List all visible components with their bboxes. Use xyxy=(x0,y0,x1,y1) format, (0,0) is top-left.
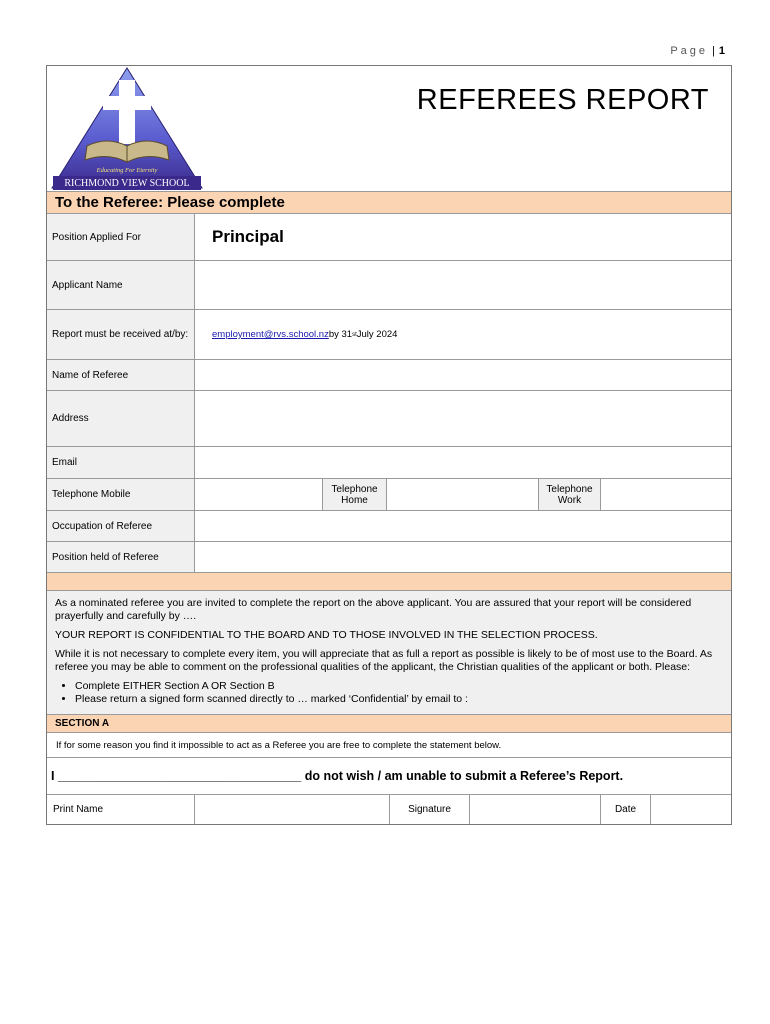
signature-input[interactable] xyxy=(469,795,600,824)
signature-row xyxy=(47,794,731,824)
page-number: 1 xyxy=(718,45,725,57)
applicant-input[interactable] xyxy=(194,261,731,309)
applicant-label: Applicant Name xyxy=(47,261,194,309)
home-input[interactable] xyxy=(386,479,538,510)
position-label: Position Applied For xyxy=(47,214,194,260)
work-label: Telephone Work xyxy=(538,479,600,510)
occupation-row xyxy=(47,510,731,541)
instructions-paragraph-1: As a nominated referee you are invited to complete the report on the above applicant. You are assured that your report will be considered prayerfully and carefully by …. xyxy=(55,597,692,622)
print-name-input[interactable] xyxy=(194,795,389,824)
report-due-value xyxy=(194,310,731,359)
date-input[interactable] xyxy=(650,795,731,824)
school-logo-graphic xyxy=(47,66,207,191)
instructions-block xyxy=(47,591,731,714)
page-title: REFEREES REPORT xyxy=(416,84,709,116)
instructions-bullet: • Please return a signed form scanned directly to … marked ‘Confidential’ by email to : xyxy=(75,693,723,706)
work-input[interactable] xyxy=(600,479,731,510)
logo-motto: Educating For Eternity xyxy=(96,167,158,174)
report-due-label: Report must be received at/by: xyxy=(47,310,194,359)
header-row xyxy=(47,66,731,191)
referee-form xyxy=(46,65,732,825)
instructions-paragraph-2: YOUR REPORT IS CONFIDENTIAL TO THE BOARD AND TO THOSE INVOLVED IN THE SELECTION PROCESS. xyxy=(55,629,598,641)
address-label: Address xyxy=(47,391,194,446)
title-area xyxy=(207,66,731,191)
page-word: Page xyxy=(670,45,709,57)
declaration-row xyxy=(47,757,731,794)
date-label: Date xyxy=(600,795,650,824)
position-held-label: Position held of Referee xyxy=(47,542,194,572)
section-a-note-row xyxy=(47,732,731,757)
telephone-row xyxy=(47,478,731,510)
section-a-heading: SECTION A xyxy=(47,715,731,732)
logo-school-name: RICHMOND VIEW SCHOOL xyxy=(64,178,190,189)
instructions-row xyxy=(47,590,731,714)
page-number-header: Page | 1 xyxy=(670,45,725,57)
email-row xyxy=(47,446,731,478)
section-a-heading-row xyxy=(47,714,731,732)
referee-name-input[interactable] xyxy=(194,360,731,390)
occupation-input[interactable] xyxy=(194,511,731,541)
section-a-note: If for some reason you find it impossible to act as a Referee you are free to complete the statement below. xyxy=(56,739,502,751)
position-value[interactable]: Principal xyxy=(194,214,731,260)
email-input[interactable] xyxy=(194,447,731,478)
school-logo xyxy=(47,66,207,191)
address-row xyxy=(47,390,731,446)
instructions-list xyxy=(55,680,723,706)
mobile-input[interactable] xyxy=(194,479,322,510)
position-held-input[interactable] xyxy=(194,542,731,572)
mobile-label: Telephone Mobile xyxy=(47,479,194,510)
position-row xyxy=(47,213,731,260)
home-label: Telephone Home xyxy=(322,479,386,510)
referee-name-row xyxy=(47,359,731,390)
divider-row xyxy=(47,572,731,590)
section-heading: To the Referee: Please complete xyxy=(47,192,731,213)
referee-name-label: Name of Referee xyxy=(47,360,194,390)
instructions-paragraph-3: While it is not necessary to complete every item, you will appreciate that as full a report as possible is likely to be of most use to the Board. As referee you may be able to comment on the professional qualities of the applicant, the Christian qualities of the applicant or both. Please: xyxy=(55,648,713,673)
position-held-row xyxy=(47,541,731,572)
report-due-row xyxy=(47,309,731,359)
address-input[interactable] xyxy=(194,391,731,446)
section-heading-row xyxy=(47,191,731,213)
occupation-label: Occupation of Referee xyxy=(47,511,194,541)
report-by-text: by 31 xyxy=(328,329,353,340)
peach-divider xyxy=(47,573,731,590)
declaration-statement: I ___________________________________ do not wish / am unable to submit a Referee’s Report. xyxy=(51,769,624,783)
email-label: Email xyxy=(47,447,194,478)
employment-email-link[interactable]: employment@rvs.school.nz xyxy=(212,329,329,340)
print-name-label: Print Name xyxy=(53,804,104,815)
instructions-bullet: • Complete EITHER Section A OR Section B xyxy=(75,680,723,693)
report-date-text: July 2024 xyxy=(356,329,398,340)
date-suffix: st xyxy=(352,331,357,338)
signature-label: Signature xyxy=(389,795,469,824)
applicant-row xyxy=(47,260,731,309)
